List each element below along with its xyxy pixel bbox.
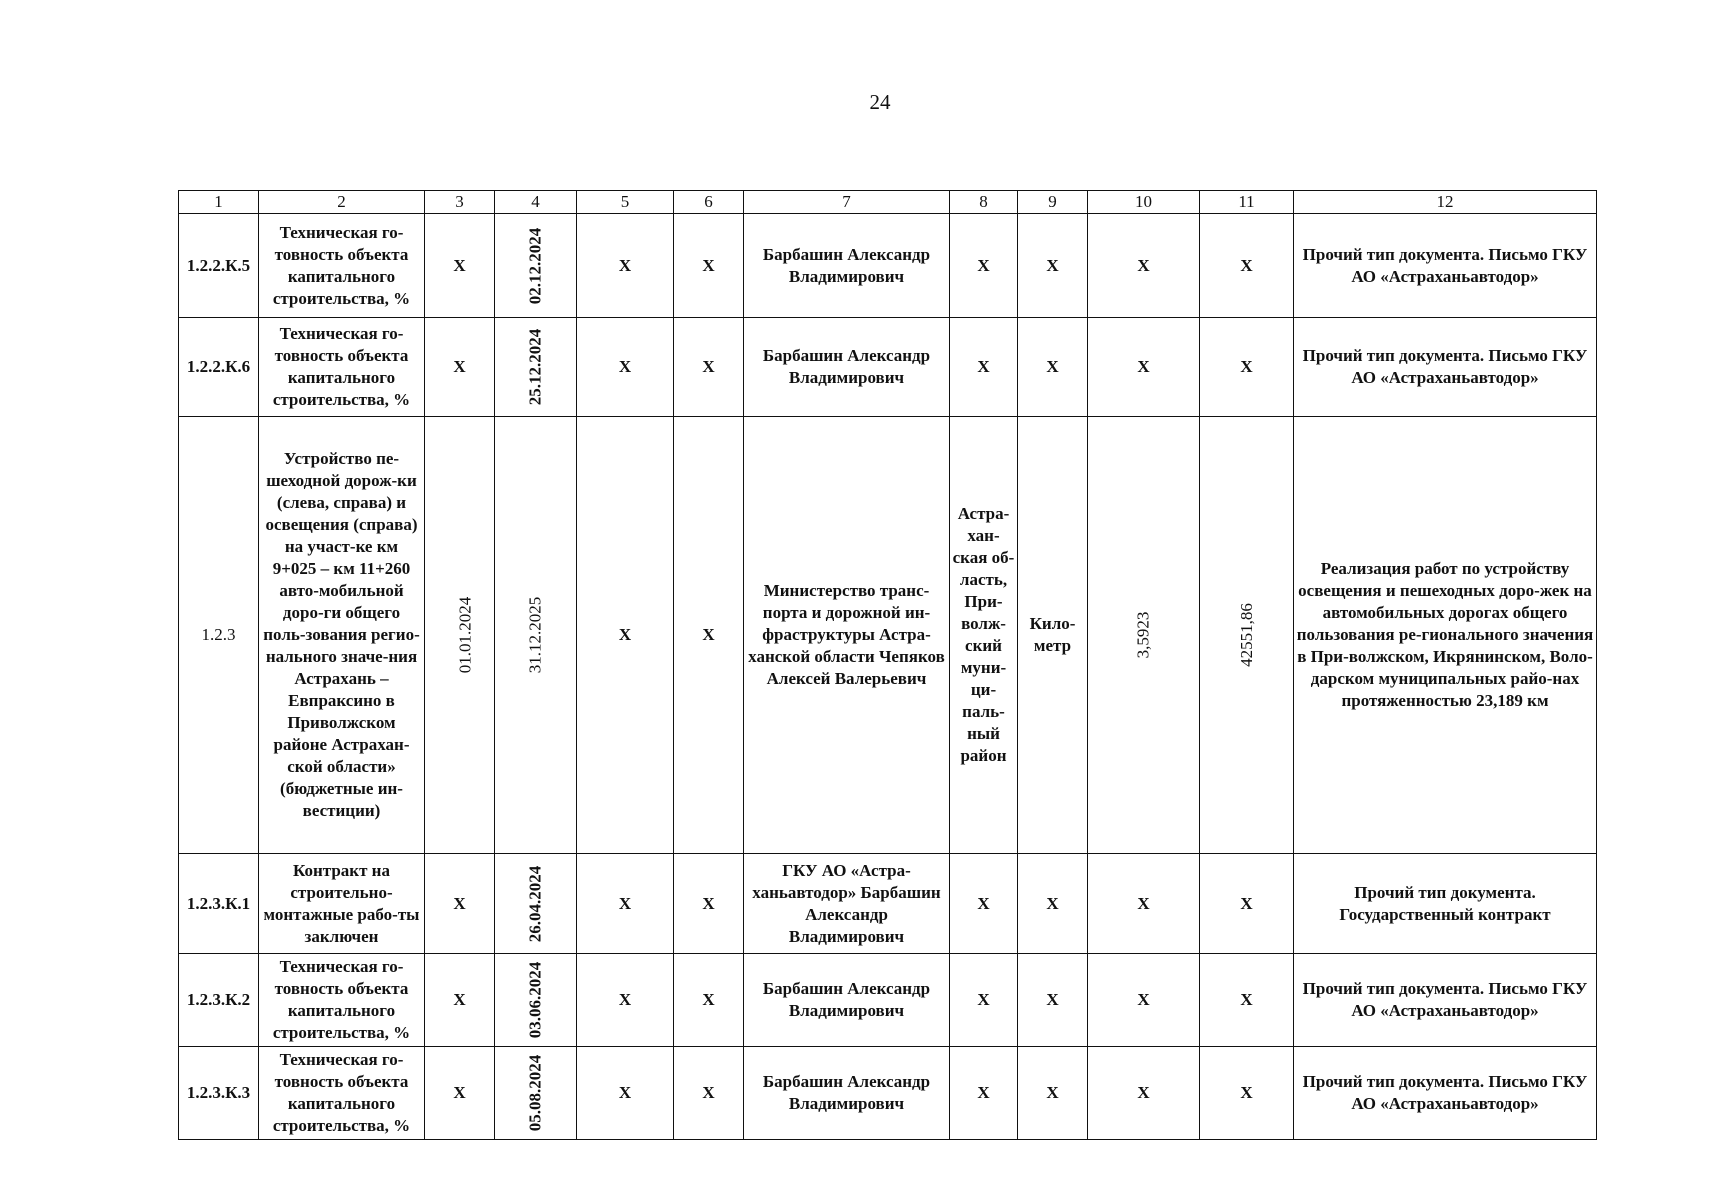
row-id: 1.2.3.К.3 <box>179 1047 259 1140</box>
row-responsible: Барбашин Александр Владимирович <box>744 318 950 417</box>
col-header-3: 3 <box>425 191 495 214</box>
col-header-1: 1 <box>179 191 259 214</box>
row-c8: X <box>950 214 1018 318</box>
row-c6: X <box>674 214 744 318</box>
row-start: X <box>425 318 495 417</box>
row-c11: X <box>1200 1047 1294 1140</box>
row-c8: X <box>950 1047 1018 1140</box>
row-c5: X <box>577 417 674 854</box>
row-end: 02.12.2024 <box>495 214 577 318</box>
row-id: 1.2.3.К.1 <box>179 854 259 954</box>
row-id: 1.2.3.К.2 <box>179 954 259 1047</box>
row-c5: X <box>577 954 674 1047</box>
table-row <box>179 954 1597 1047</box>
header-row <box>179 191 1597 214</box>
row-start: X <box>425 1047 495 1140</box>
row-c10: X <box>1088 854 1200 954</box>
row-responsible: Барбашин Александр Владимирович <box>744 214 950 318</box>
row-c11: 42551,86 <box>1200 417 1294 854</box>
row-c6: X <box>674 1047 744 1140</box>
row-c6: X <box>674 954 744 1047</box>
row-c5: X <box>577 1047 674 1140</box>
row-id: 1.2.3 <box>179 417 259 854</box>
row-doc: Прочий тип документа. Письмо ГКУ АО «Астраханьавтодор» <box>1294 318 1597 417</box>
row-c5: X <box>577 854 674 954</box>
row-name: Техническая го-товность объекта капитального строительства, % <box>259 214 425 318</box>
row-id: 1.2.2.К.6 <box>179 318 259 417</box>
row-c5: X <box>577 214 674 318</box>
row-c6: X <box>674 854 744 954</box>
table-row <box>179 318 1597 417</box>
row-start: 01.01.2024 <box>425 417 495 854</box>
row-responsible: Барбашин Александр Владимирович <box>744 954 950 1047</box>
col-header-9: 9 <box>1018 191 1088 214</box>
row-c10: X <box>1088 318 1200 417</box>
row-responsible: Барбашин Александр Владимирович <box>744 1047 950 1140</box>
row-end: 26.04.2024 <box>495 854 577 954</box>
row-doc: Прочий тип документа. Письмо ГКУ АО «Астраханьавтодор» <box>1294 954 1597 1047</box>
col-header-8: 8 <box>950 191 1018 214</box>
row-c11: X <box>1200 318 1294 417</box>
row-c11: X <box>1200 954 1294 1047</box>
row-c10: X <box>1088 214 1200 318</box>
table-row <box>179 214 1597 318</box>
row-end: 25.12.2024 <box>495 318 577 417</box>
row-name: Техническая го-товность объекта капитального строительства, % <box>259 318 425 417</box>
row-c8: X <box>950 954 1018 1047</box>
row-doc: Прочий тип документа. Письмо ГКУ АО «Астраханьавтодор» <box>1294 1047 1597 1140</box>
col-header-5: 5 <box>577 191 674 214</box>
row-name: Устройство пе-шеходной дорож-ки (слева, справа) и освещения (справа) на участ-ке км 9+025 – км 11+260 авто-мобильной доро-ги общего поль-зования регио-нального значе-ния Астрахань – Евпраксино в Приволжском районе Астрахан-ской области» (бюджетные ин-вестиции) <box>259 417 425 854</box>
row-c10: X <box>1088 1047 1200 1140</box>
row-c8: Астра-хан-ская об-ласть, При-волж-ский муни-ци-паль-ный район <box>950 417 1018 854</box>
row-c8: X <box>950 854 1018 954</box>
row-end: 03.06.2024 <box>495 954 577 1047</box>
schedule-table <box>178 190 1597 1140</box>
row-name: Техническая го-товность объекта капитального строительства, % <box>259 1047 425 1140</box>
row-c9: X <box>1018 854 1088 954</box>
row-start: X <box>425 214 495 318</box>
col-header-2: 2 <box>259 191 425 214</box>
table-row <box>179 854 1597 954</box>
row-responsible: Министерство транс-порта и дорожной ин-фраструктуры Астра-ханской области Чепяков Алексей Валерьевич <box>744 417 950 854</box>
row-c11: X <box>1200 854 1294 954</box>
row-c9: Кило-метр <box>1018 417 1088 854</box>
row-c11: X <box>1200 214 1294 318</box>
row-c8: X <box>950 318 1018 417</box>
row-c10: X <box>1088 954 1200 1047</box>
col-header-4: 4 <box>495 191 577 214</box>
row-end: 05.08.2024 <box>495 1047 577 1140</box>
row-c9: X <box>1018 318 1088 417</box>
row-start: X <box>425 954 495 1047</box>
row-c6: X <box>674 318 744 417</box>
row-name: Техническая го-товность объекта капитального строительства, % <box>259 954 425 1047</box>
row-doc: Прочий тип документа. Письмо ГКУ АО «Астраханьавтодор» <box>1294 214 1597 318</box>
page-number: 24 <box>869 90 891 114</box>
col-header-11: 11 <box>1200 191 1294 214</box>
col-header-6: 6 <box>674 191 744 214</box>
row-end: 31.12.2025 <box>495 417 577 854</box>
row-name: Контракт на строительно-монтажные рабо-ты заключен <box>259 854 425 954</box>
row-c9: X <box>1018 954 1088 1047</box>
row-c10: 3,5923 <box>1088 417 1200 854</box>
col-header-10: 10 <box>1088 191 1200 214</box>
row-c6: X <box>674 417 744 854</box>
row-c9: X <box>1018 214 1088 318</box>
col-header-7: 7 <box>744 191 950 214</box>
row-doc: Реализация работ по устройству освещения и пешеходных доро-жек на автомобильных дорогах общего пользования ре-гионального значения в При-волжском, Икрянинском, Воло-дарском муниципальных райо-нах протяженностью 23,189 км <box>1294 417 1597 854</box>
col-header-12: 12 <box>1294 191 1597 214</box>
table-row <box>179 417 1597 854</box>
row-start: X <box>425 854 495 954</box>
row-responsible: ГКУ АО «Астра-ханьавтодор» Барбашин Александр Владимирович <box>744 854 950 954</box>
row-id: 1.2.2.К.5 <box>179 214 259 318</box>
row-c5: X <box>577 318 674 417</box>
row-c9: X <box>1018 1047 1088 1140</box>
table-row <box>179 1047 1597 1140</box>
row-doc: Прочий тип документа. Государственный контракт <box>1294 854 1597 954</box>
